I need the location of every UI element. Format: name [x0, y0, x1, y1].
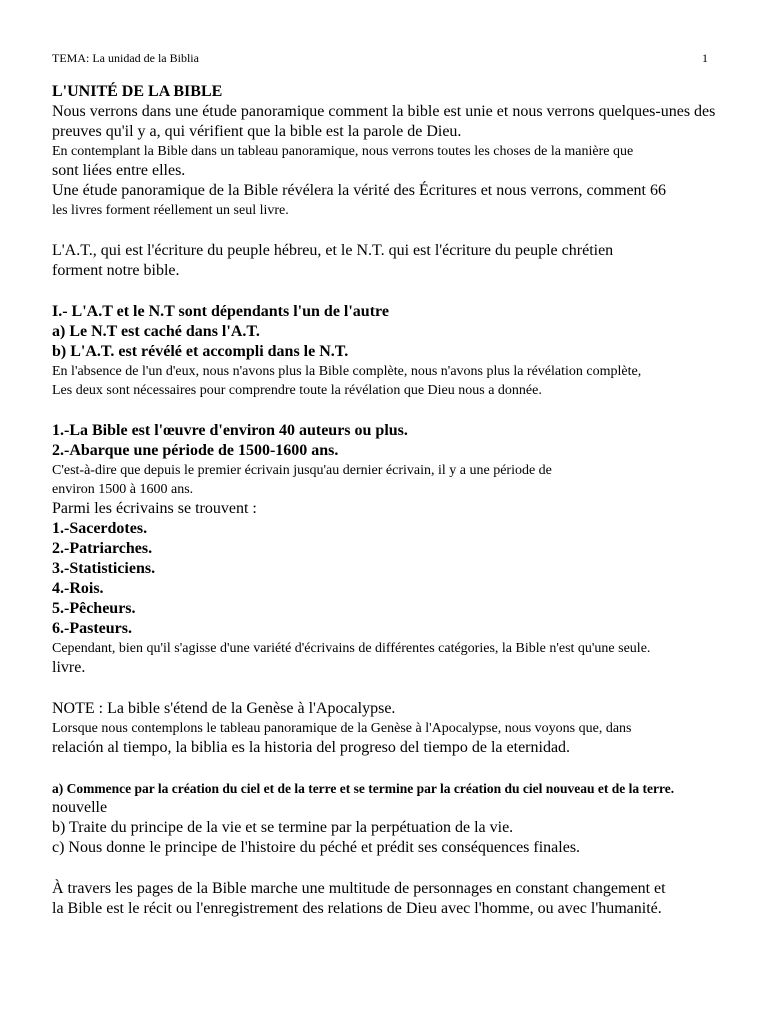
- list-item-c: c) Nous donne le principe de l'histoire du péché et prédit ses conséquences finales.: [52, 839, 581, 856]
- section2-point-2: 2.-Abarque une période de 1500-1600 ans.: [52, 442, 339, 459]
- section1-point-a: a) Le N.T est caché dans l'A.T.: [52, 323, 260, 340]
- writer-item: 5.-Pêcheurs.: [52, 600, 136, 617]
- intro-line-2: preuves qu'il y a, qui vérifient que la bible est la parole de Dieu.: [52, 123, 462, 140]
- note-line-2: Lorsque nous contemplons le tableau panoramique de la Genèse à l'Apocalypse, nous voyons que, dans: [52, 721, 632, 736]
- section2-explain-2: environ 1500 à 1600 ans.: [52, 482, 194, 497]
- section1-heading: I.- L'A.T et le N.T sont dépendants l'un de l'autre: [52, 303, 389, 320]
- writer-item: 3.-Statisticiens.: [52, 560, 156, 577]
- writer-item: 2.-Patriarches.: [52, 540, 153, 557]
- document-body: [52, 82, 768, 919]
- list-item-a: a) Commence par la création du ciel et de la terre et se termine par la création du ciel nouveau et de la terre.: [52, 781, 675, 796]
- section2-point-1: 1.-La Bible est l'œuvre d'environ 40 auteurs ou plus.: [52, 422, 408, 439]
- list-item-a-cont: nouvelle: [52, 799, 108, 816]
- writers-intro: Parmi les écrivains se trouvent :: [52, 500, 257, 517]
- writers-conclusion-2: livre.: [52, 659, 86, 676]
- closing-line-2: la Bible est le récit ou l'enregistrement des relations de Dieu avec l'homme, ou avec l'humanité.: [52, 900, 662, 917]
- section1-line-1: En l'absence de l'un d'eux, nous n'avons plus la Bible complète, nous n'avons plus la révélation complète,: [52, 364, 642, 379]
- note-line-1: NOTE : La bible s'étend de la Genèse à l'Apocalypse.: [52, 700, 396, 717]
- intro-line-1: Nous verrons dans une étude panoramique comment la bible est unie et nous verrons quelques-unes des: [52, 103, 716, 120]
- intro-line-6: les livres forment réellement un seul livre.: [52, 203, 289, 218]
- page-header: [52, 51, 708, 65]
- writers-conclusion-1: Cependant, bien qu'il s'agisse d'une variété d'écrivains de différentes catégories, la Bible n'est qu'une seule.: [52, 641, 651, 656]
- section1-point-b: b) L'A.T. est révélé et accompli dans le N.T.: [52, 343, 349, 360]
- intro-line-3: En contemplant la Bible dans un tableau panoramique, nous verrons toutes les choses de la manière que: [52, 144, 634, 159]
- intro-line-5: Une étude panoramique de la Bible révélera la vérité des Écritures et nous verrons, comment 66: [52, 182, 666, 199]
- writer-item: 4.-Rois.: [52, 580, 104, 597]
- writer-item: 6.-Pasteurs.: [52, 620, 132, 637]
- header-topic: TEMA: La unidad de la Biblia: [52, 51, 199, 65]
- section2-explain-1: C'est-à-dire que depuis le premier écrivain jusqu'au dernier écrivain, il y a une période de: [52, 463, 552, 478]
- closing-line-1: À travers les pages de la Bible marche une multitude de personnages en constant changement et: [52, 880, 666, 897]
- document-title: L'UNITÉ DE LA BIBLE: [52, 83, 223, 100]
- intro-line-4: sont liées entre elles.: [52, 162, 186, 179]
- note-line-3: relación al tiempo, la biblia es la historia del progreso del tiempo de la eternidad.: [52, 739, 571, 756]
- at-nt-line-2: forment notre bible.: [52, 262, 180, 279]
- section1-line-2: Les deux sont nécessaires pour comprendre toute la révélation que Dieu nous a donnée.: [52, 383, 542, 398]
- writer-item: 1.-Sacerdotes.: [52, 520, 148, 537]
- at-nt-line-1: L'A.T., qui est l'écriture du peuple hébreu, et le N.T. qui est l'écriture du peuple chrétien: [52, 242, 614, 259]
- list-item-b: b) Traite du principe de la vie et se termine par la perpétuation de la vie.: [52, 819, 514, 836]
- page-number: 1: [702, 51, 708, 65]
